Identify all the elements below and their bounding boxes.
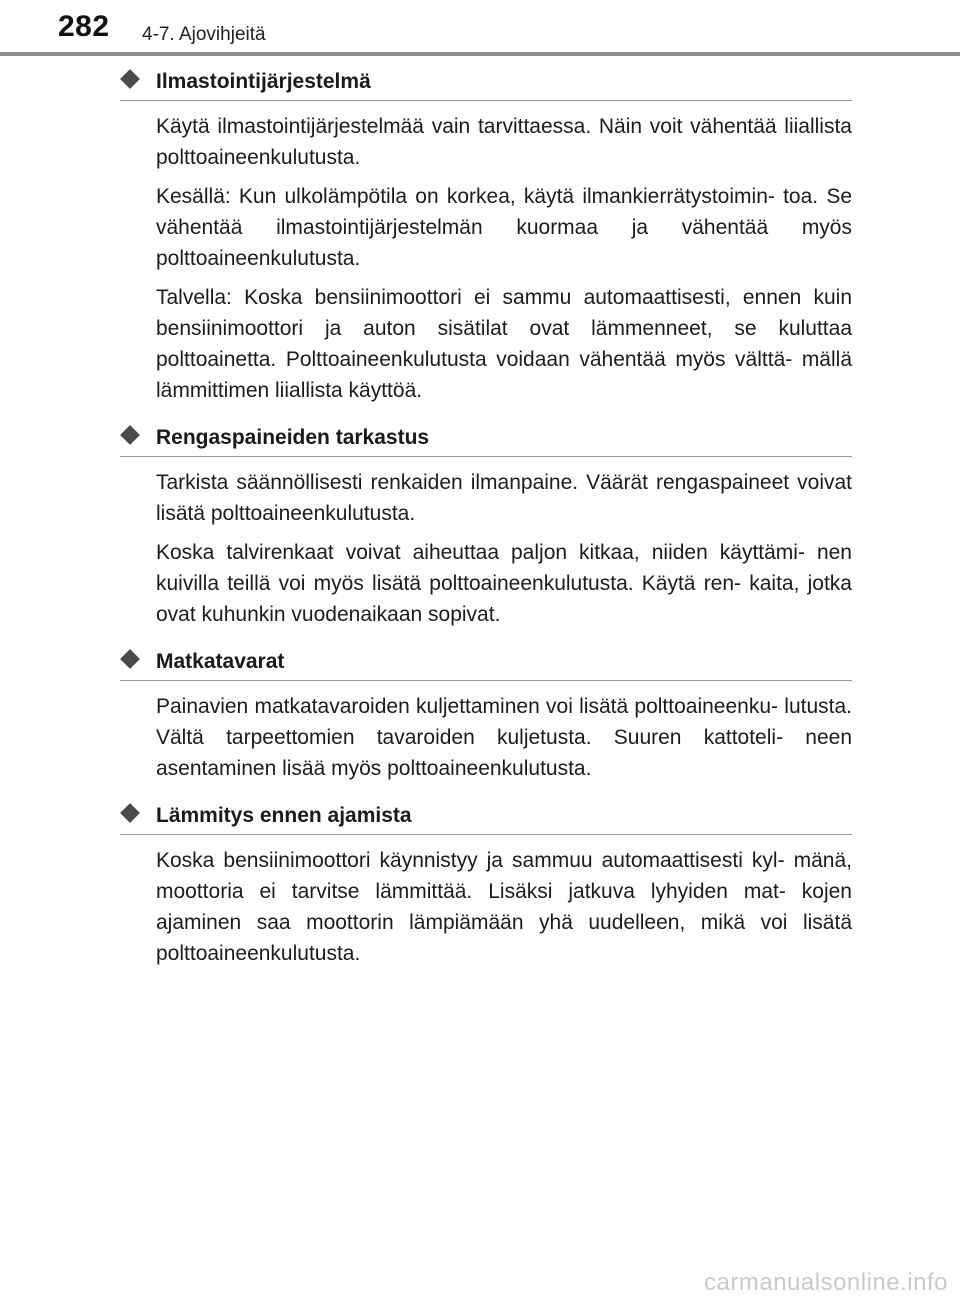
section-title: Ilmastointijärjestelmä: [156, 70, 371, 93]
section-warm-up: [120, 796, 852, 969]
diamond-bullet-icon: [120, 649, 140, 669]
watermark: carmanualsonline.info: [704, 1269, 948, 1296]
page-number: 282: [58, 10, 110, 43]
paragraph: Talvella: Koska bensiinimoottori ei sammu automaattisesti, ennen kuin bensiinimoottori ja auton sisätilat ovat lämmenneet, se kuluttaa polttoainetta. Polttoaineenkulutusta voidaan vähentää myös välttä- mällä lämmittimen liiallista käyttöä.: [156, 286, 852, 402]
paragraph: Koska bensiinimoottori käynnistyy ja sammuu automaattisesti kyl- mänä, moottoria ei tarvitse lämmittää. Lisäksi jatkuva lyhyiden mat- kojen ajaminen saa moottorin lämpiämään yhä uudelleen, mikä voi lisätä polttoaineenkulutusta.: [156, 849, 852, 965]
paragraph: Painavien matkatavaroiden kuljettaminen voi lisätä polttoaineenku- lutusta. Vältä tarpeettomien tavaroiden kuljetusta. Suuren kattoteli- neen asentaminen lisää myös polttoaineenkulutusta.: [156, 695, 852, 780]
section-tire-pressure: [120, 418, 852, 630]
section-title: Lämmitys ennen ajamista: [156, 804, 412, 827]
page-content: [120, 62, 852, 981]
diamond-bullet-icon: [120, 425, 140, 445]
diamond-bullet-icon: [120, 803, 140, 823]
section-heading: [120, 418, 852, 457]
diamond-bullet-icon: [120, 69, 140, 89]
header-divider: [0, 52, 960, 56]
paragraph: Kesällä: Kun ulkolämpötila on korkea, käytä ilmankierrätystoimin- toa. Se vähentää ilmastointijärjestelmän kuormaa ja vähentää myös polttoaineenkulutusta.: [156, 185, 852, 270]
section-heading: [120, 62, 852, 101]
section-heading: [120, 642, 852, 681]
page-header: [0, 0, 960, 58]
section-luggage: [120, 642, 852, 784]
section-title: Matkatavarat: [156, 650, 285, 673]
paragraph: Koska talvirenkaat voivat aiheuttaa paljon kitkaa, niiden käyttämi- nen kuivilla teillä voi myös lisätä polttoaineenkulutusta. Käytä ren- kaita, jotka ovat kuhunkin vuodenaikaan sopivat.: [156, 541, 852, 626]
paragraph: Käytä ilmastointijärjestelmää vain tarvittaessa. Näin voit vähentää liiallista polttoaineenkulutusta.: [156, 115, 852, 169]
paragraph: Tarkista säännöllisesti renkaiden ilmanpaine. Väärät rengaspaineet voivat lisätä polttoaineenkulutusta.: [156, 471, 852, 525]
chapter-title: 4-7. Ajovihjeitä: [142, 24, 266, 45]
section-heading: [120, 796, 852, 835]
section-air-conditioning: [120, 62, 852, 406]
section-title: Rengaspaineiden tarkastus: [156, 426, 430, 449]
